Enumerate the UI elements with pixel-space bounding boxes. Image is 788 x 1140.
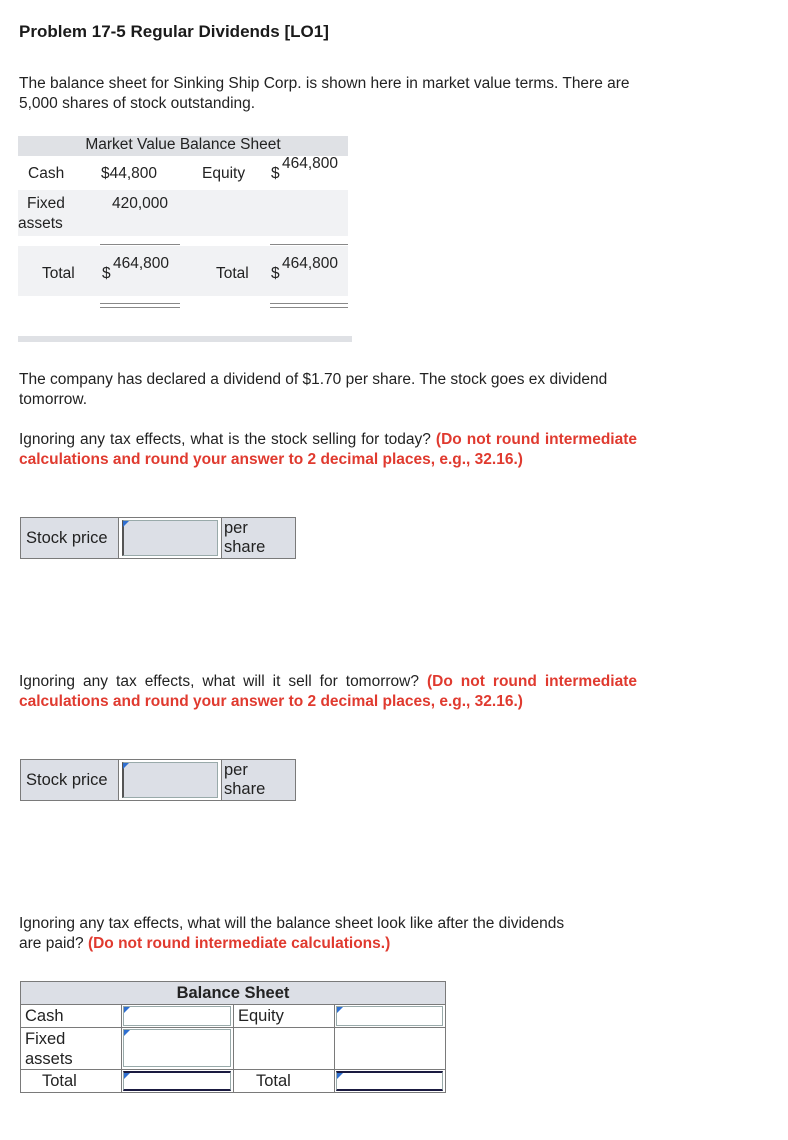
mv-total-right-dollar: $ (271, 265, 280, 282)
bs-equity-label: Equity (238, 1007, 284, 1025)
q2-unit (221, 760, 295, 800)
bs-cash-input[interactable] (123, 1006, 231, 1026)
q1-stock-price-input[interactable] (122, 520, 218, 556)
mv-bottom-bar (18, 336, 352, 342)
bs-cash-label: Cash (25, 1007, 64, 1025)
q1-unit (221, 518, 295, 558)
bs-fixed-assets-input[interactable] (123, 1029, 231, 1067)
q1-text: Ignoring any tax effects, what is the stock selling for today? (19, 431, 436, 448)
q1-instruction: (Do not round intermediate calculations and round your answer to 2 decimal places, e.g., 32.16.) (19, 431, 637, 468)
mv-cash-value: $44,800 (101, 165, 158, 182)
mv-fixed-label-2: assets (18, 215, 63, 232)
mv-right-double-rule-2 (270, 307, 348, 308)
bs-fixed-marker-icon (124, 1030, 130, 1036)
q3-text: Ignoring any tax effects, what will the balance sheet look like after the dividends are paid? (19, 915, 565, 952)
q1-stock-price-label: Stock price (21, 518, 119, 558)
mv-fixed-row-band (18, 190, 348, 236)
mv-equity-value: 464,800 (282, 155, 339, 172)
q2-instruction: (Do not round intermediate calculations and round your answer to 2 decimal places, e.g., 32.16.) (19, 673, 637, 710)
mv-total-left-value: 464,800 (113, 255, 170, 272)
dividend-text: The company has declared a dividend of $1.70 per share. The stock goes ex dividend tomorrow. (19, 371, 608, 408)
q1-unit-per: per (224, 519, 248, 537)
mv-left-double-rule-1 (100, 303, 180, 304)
bs-fixed-label-1: Fixed (25, 1030, 66, 1048)
bs-total-right-marker-icon (337, 1073, 343, 1079)
q2-input-marker-icon (123, 763, 129, 769)
q3-instruction: (Do not round intermediate calculations.) (87, 935, 391, 952)
q2-stock-price-input[interactable] (122, 762, 218, 798)
q2-stock-price-label: Stock price (21, 760, 119, 800)
q1-answer-row (20, 517, 296, 559)
bs-cash-marker-icon (124, 1007, 130, 1013)
bs-total-left-label: Total (42, 1072, 77, 1090)
mv-right-subtotal-rule (270, 244, 348, 245)
bs-total-liabilities-input[interactable] (336, 1071, 443, 1091)
mv-total-left-label: Total (42, 265, 75, 282)
q2-text: Ignoring any tax effects, what will it sell for tomorrow? (19, 673, 427, 690)
mv-total-right-label: Total (216, 265, 249, 282)
intro-text: The balance sheet for Sinking Ship Corp. is shown here in market value terms. There are 5,000 shares of stock outstanding. (19, 75, 630, 112)
q1-unit-share: share (224, 538, 266, 556)
mv-equity-dollar: $ (271, 165, 280, 182)
bs-equity-marker-icon (337, 1007, 343, 1013)
mv-cash-label: Cash (28, 165, 65, 182)
mv-total-left-dollar: $ (102, 265, 111, 282)
mv-left-double-rule-2 (100, 307, 180, 308)
question-2 (19, 672, 637, 712)
q1-input-marker-icon (123, 521, 129, 527)
bs-total-assets-input[interactable] (123, 1071, 231, 1091)
mv-left-subtotal-rule (100, 244, 180, 245)
mv-fixed-label-1: Fixed (27, 195, 65, 212)
mv-equity-label: Equity (202, 165, 246, 182)
bs-total-left-marker-icon (124, 1073, 130, 1079)
mv-heading: Market Value Balance Sheet (18, 136, 348, 156)
bs-equity-input[interactable] (336, 1006, 443, 1026)
q2-unit-per: per (224, 761, 248, 779)
question-1 (19, 430, 637, 470)
bs-fixed-label-2: assets (25, 1050, 73, 1068)
mv-right-double-rule-1 (270, 303, 348, 304)
question-3 (19, 914, 579, 954)
q2-unit-share: share (224, 780, 266, 798)
after-dividend-balance-sheet (20, 981, 446, 1093)
bs-total-right-label: Total (256, 1072, 291, 1090)
bs-heading: Balance Sheet (21, 982, 445, 1005)
q2-answer-row (20, 759, 296, 801)
mv-fixed-value: 420,000 (112, 195, 169, 212)
mv-total-right-value: 464,800 (282, 255, 339, 272)
problem-title: Problem 17-5 Regular Dividends [LO1] (19, 22, 329, 41)
